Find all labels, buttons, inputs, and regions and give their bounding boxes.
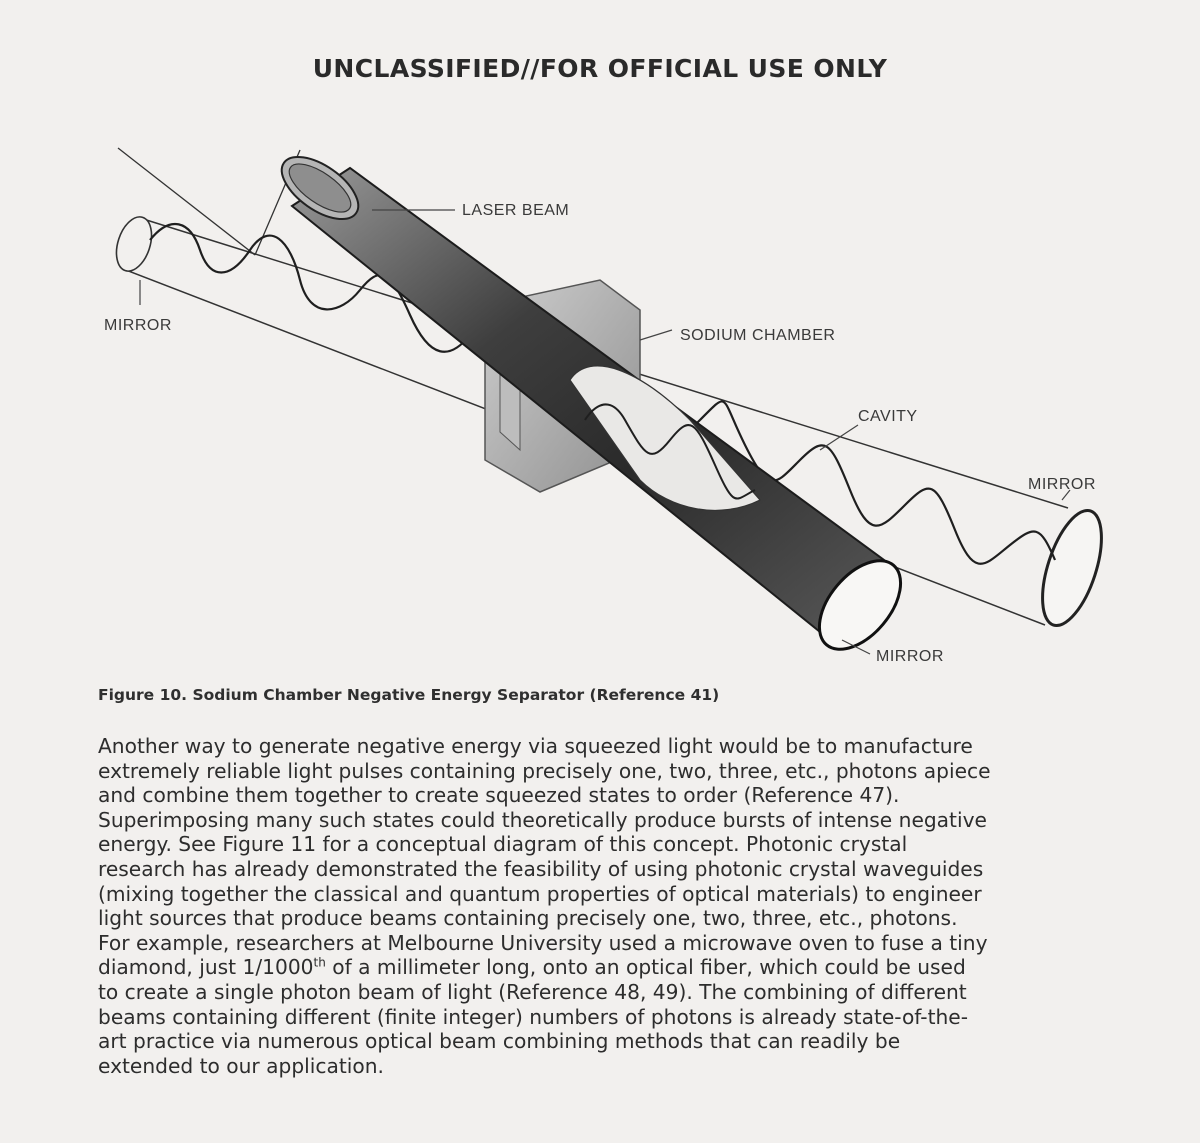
body-line: and combine them together to create squeezed states to order (Reference 47).	[98, 783, 900, 808]
body-line: Another way to generate negative energy via squeezed light would be to manufacture	[98, 734, 973, 758]
diagram-illustration	[0, 120, 1200, 680]
figure-caption: Figure 10. Sodium Chamber Negative Energy Separator (Reference 41)	[98, 686, 720, 704]
body-line-part: diamond, just 1/1000	[98, 955, 314, 980]
body-paragraph	[98, 734, 1108, 1078]
body-line: For example, researchers at Melbourne University used a microwave oven to fuse a tiny	[98, 930, 988, 955]
mirror-right-disc	[1031, 504, 1114, 633]
figure-sodium-chamber-diagram	[0, 120, 1200, 680]
label-sodium-chamber: SODIUM CHAMBER	[680, 327, 836, 344]
label-cavity: CAVITY	[858, 408, 918, 425]
label-mirror-left: MIRROR	[104, 317, 172, 334]
body-line-fraction	[98, 955, 1108, 980]
body-line: art practice via numerous optical beam combining methods that can readily be	[98, 1029, 901, 1054]
body-line: extended to our application.	[98, 1053, 384, 1078]
label-mirror-right: MIRROR	[1028, 476, 1096, 493]
body-line: extremely reliable light pulses containing precisely one, two, three, etc., photons apiece	[98, 758, 991, 783]
label-laser-beam: LASER BEAM	[462, 202, 570, 219]
body-line: Superimposing many such states could theoretically produce bursts of intense negative	[98, 807, 987, 832]
label-mirror-bottom: MIRROR	[876, 648, 944, 665]
laser-beam-cylinder	[271, 145, 916, 664]
body-line: (mixing together the classical and quantum properties of optical materials) to engineer	[98, 881, 982, 906]
ordinal-superscript: th	[313, 955, 326, 970]
body-line-part: of a millimeter long, onto an optical fiber, which could be used	[325, 955, 966, 980]
body-line: to create a single photon beam of light (Reference 48, 49). The combining of different	[98, 979, 967, 1004]
classification-banner: UNCLASSIFIED//FOR OFFICIAL USE ONLY	[312, 54, 888, 83]
body-line: beams containing different (finite integer) numbers of photons is already state-of-the-	[98, 1004, 968, 1029]
body-line: research has already demonstrated the feasibility of using photonic crystal waveguides	[98, 856, 984, 881]
body-line: energy. See Figure 11 for a conceptual diagram of this concept. Photonic crystal	[98, 832, 908, 857]
body-line: light sources that produce beams containing precisely one, two, three, etc., photons.	[98, 906, 958, 931]
